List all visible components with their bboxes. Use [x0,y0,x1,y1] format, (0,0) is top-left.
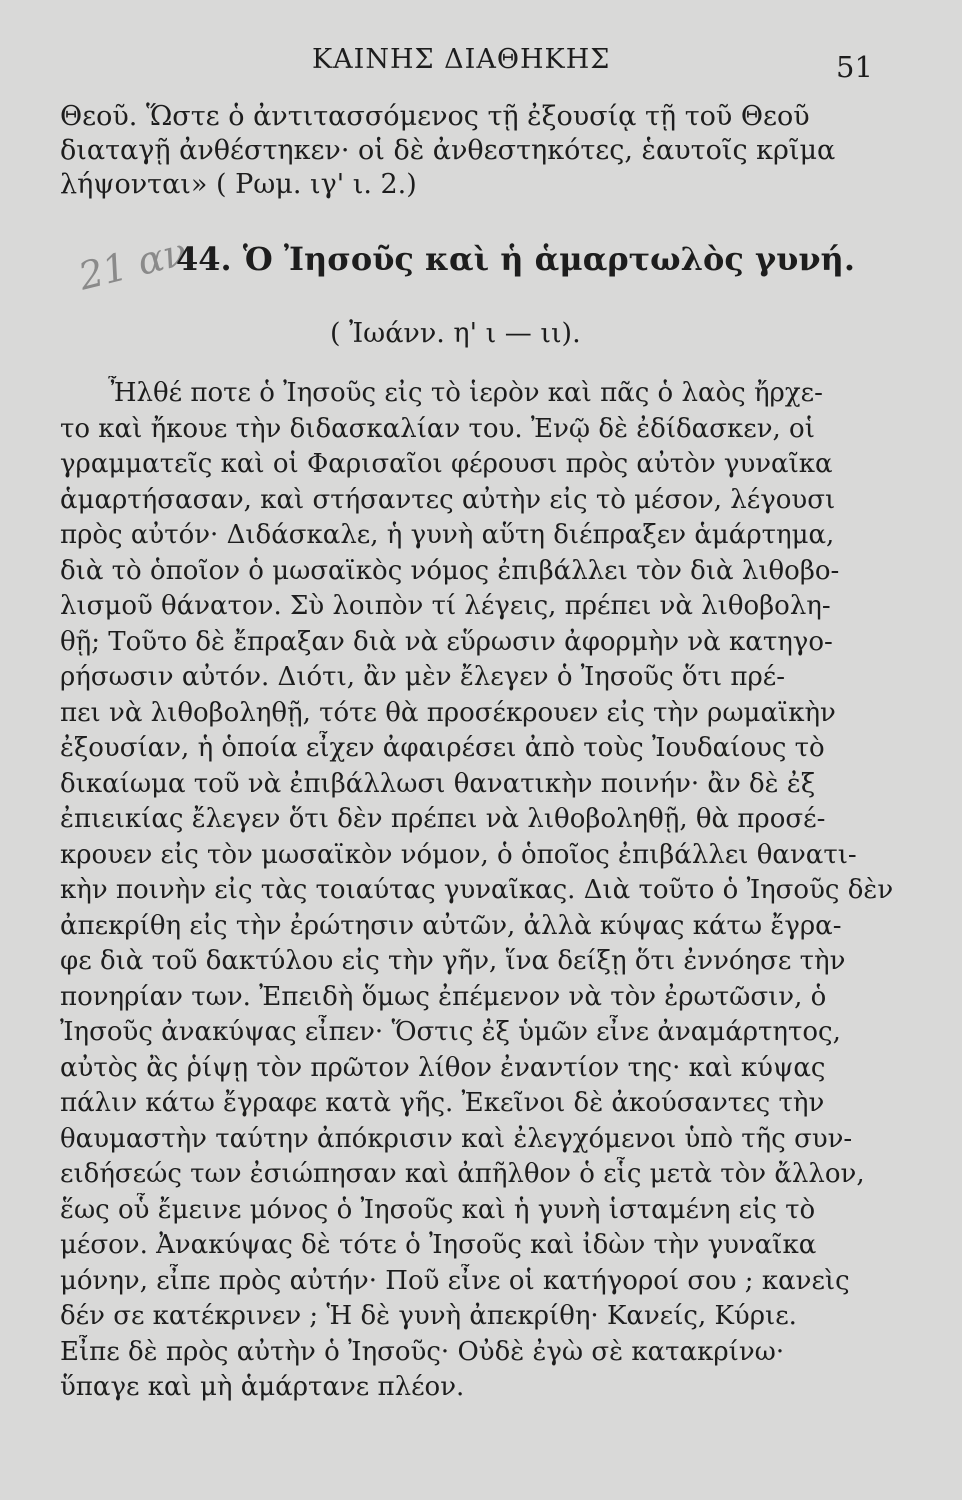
text-line: ἐπιεικίας ἔλεγεν ὅτι δὲν πρέπει νὰ λιθοβοληθῇ, θὰ προσέ- [60,804,826,834]
text-line: ἁμαρτήσασαν, καὶ στήσαντες αὐτὴν εἰς τὸ μέσον, λέγουσι [60,484,836,515]
text-line: κὴν ποινὴν εἰς τὰς τοιαύτας γυναῖκας. Διὰ τοῦτο ὁ Ἰησοῦς δὲν [60,875,894,905]
text-line: ἀπεκρίθη εἰς τὴν ἐρώτησιν αὐτῶν, ἀλλὰ κύψας κάτω ἔγρα- [60,910,842,941]
text-line: ἕως οὗ ἔμεινε μόνος ὁ Ἰησοῦς καὶ ἡ γυνὴ ἱσταμένη εἰς τὸ [60,1194,816,1225]
text-line: δικαίωμα τοῦ νὰ ἐπιβάλλωσι θανατικὴν ποινήν· ἂν δὲ ἐξ [60,768,816,799]
text-line: πονηρίαν των. Ἐπειδὴ ὅμως ἐπέμενον νὰ τὸν ἐρωτῶσιν, ὁ [60,981,827,1012]
text-line: πάλιν κάτω ἔγραφε κατὰ γῆς. Ἐκεῖνοι δὲ ἀκούσαντες τὴν [60,1088,825,1118]
text-line: ἐξουσίαν, ἡ ὁποία εἶχεν ἀφαιρέσει ἀπὸ τοὺς Ἰουδαίους τὸ [60,733,825,763]
text-line: μόνην, εἶπε πρὸς αὐτήν· Ποῦ εἶνε οἱ κατήγοροί σου ; κανεὶς [60,1265,850,1296]
text-line: Θεοῦ. Ὥστε ὁ ἀντιτασσόμενος τῇ ἐξουσίᾳ τῇ τοῦ Θεοῦ [60,101,810,132]
text-line: θαυμαστὴν ταύτην ἀπόκρισιν καὶ ἐλεγχόμενοι ὑπὸ τῆς συν- [60,1123,853,1154]
text-line: δέν σε κατέκρινεν ; Ἡ δὲ γυνὴ ἀπεκρίθη· Κανείς, Κύριε. [60,1301,797,1331]
text-line: πρὸς αὐτόν· Διδάσκαλε, ἡ γυνὴ αὕτη διέπραξεν ἁμάρτημα, [60,520,835,550]
text-line: γραμματεῖς καὶ οἱ Φαρισαῖοι φέρουσι πρὸς αὐτὸν γυναῖκα [60,449,833,479]
section-heading: 44. Ὁ Ἰησοῦς καὶ ἡ ἁμαρτωλὸς γυνή. [176,240,855,278]
page-number: 51 [836,50,873,84]
text-line: Ἰησοῦς ἀνακύψας εἶπεν· Ὅστις ἐξ ὑμῶν εἶνε ἀναμάρτητος, [60,1017,841,1047]
text-line: λήψονται» ( Ρωμ. ιγ' ι. 2.) [60,169,417,200]
page-header [0,44,962,84]
text-line: αὐτὸς ἂς ῥίψῃ τὸν πρῶτον λίθον ἐναντίον της· καὶ κύψας [60,1052,826,1083]
main-paragraph [60,376,910,1406]
running-head: ΚΑΙΝΗΣ ΔΙΑΘΗΚΗΣ [312,44,611,75]
text-line: πει νὰ λιθοβοληθῇ, τότε θὰ προσέκρουεν εἰς τὴν ρωμαϊκὴν [60,697,836,728]
text-line: φε διὰ τοῦ δακτύλου εἰς τὴν γῆν, ἵνα δείξῃ ὅτι ἐννόησε τὴν [60,946,846,976]
text-line: Ἦλθέ ποτε ὁ Ἰησοῦς εἰς τὸ ἱερὸν καὶ πᾶς ὁ λαὸς ἤρχε- [108,378,823,408]
scripture-citation: ( Ἰωάνν. η' ι — ιι). [330,318,581,349]
text-line: θῇ; Τοῦτο δὲ ἔπραξαν διὰ νὰ εὕρωσιν ἀφορμὴν νὰ κατηγο- [60,626,833,657]
text-line: Εἶπε δὲ πρὸς αὐτὴν ὁ Ἰησοῦς· Οὐδὲ ἐγὼ σὲ κατακρίνω· [60,1336,785,1367]
handwritten-margin-note: 21 αν [74,229,191,299]
text-line: ειδήσεώς των ἐσιώπησαν καὶ ἀπῆλθον ὁ εἷς μετὰ τὸν ἄλλον, [60,1159,865,1189]
text-line: κρουεν εἰς τὸν μωσαϊκὸν νόμον, ὁ ὁποῖος ἐπιβάλλει θανατι- [60,839,857,870]
text-line: διὰ τὸ ὁποῖον ὁ μωσαϊκὸς νόμος ἐπιβάλλει τὸν διὰ λιθοβο- [60,555,840,586]
text-line: μέσον. Ἀνακύψας δὲ τότε ὁ Ἰησοῦς καὶ ἰδὼν τὴν γυναῖκα [60,1230,817,1260]
text-line: ὕπαγε καὶ μὴ ἁμάρτανε πλέον. [60,1372,465,1402]
section-heading-row [0,229,962,299]
intro-text [60,100,910,202]
text-line: λισμοῦ θάνατον. Σὺ λοιπὸν τί λέγεις, πρέπει νὰ λιθοβολη- [60,591,831,621]
text-line: διαταγῇ ἀνθέστηκεν· οἱ δὲ ἀνθεστηκότες, ἑαυτοῖς κρῖμα [60,135,836,166]
text-line: ρήσωσιν αὐτόν. Διότι, ἂν μὲν ἔλεγεν ὁ Ἰησοῦς ὅτι πρέ- [60,662,786,692]
text-line: το καὶ ἤκουε τὴν διδασκαλίαν του. Ἐνῷ δὲ ἐδίδασκεν, οἱ [60,413,815,444]
